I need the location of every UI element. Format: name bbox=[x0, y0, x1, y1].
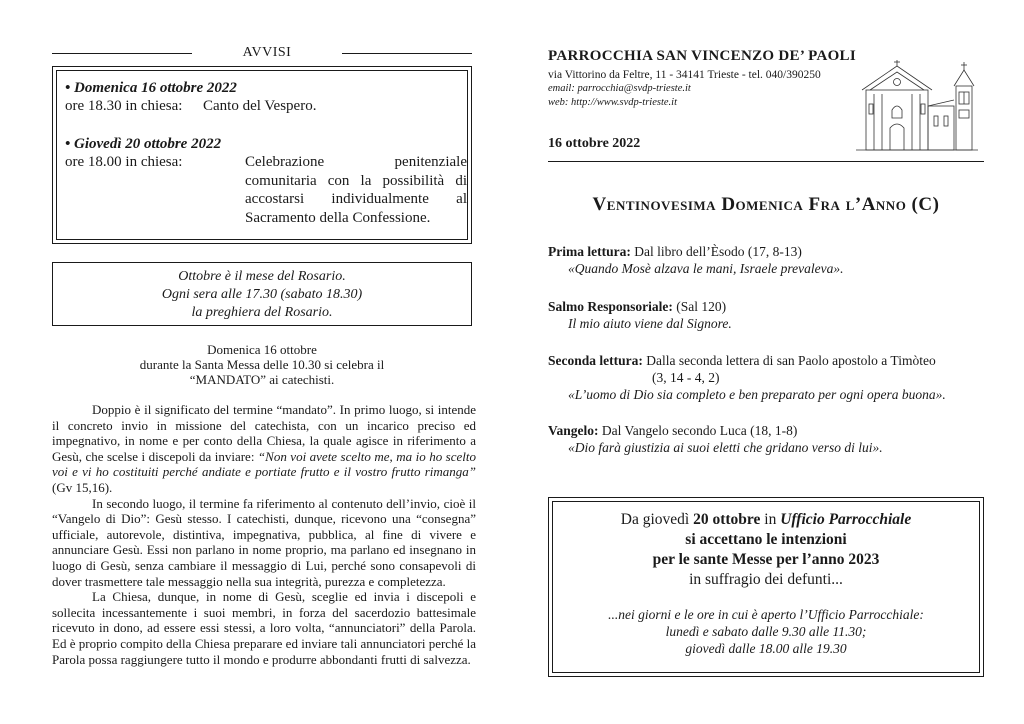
intenzioni-line: in suffragio dei defunti... bbox=[689, 571, 843, 588]
bulletin-date: 16 ottobre 2022 bbox=[548, 136, 641, 151]
rosario-line: Ottobre è il mese del Rosario. bbox=[178, 269, 346, 284]
gospel-reference: (Gv 15,16). bbox=[52, 479, 113, 495]
reading-source: Dal libro dell’Èsodo (17, 8-13) bbox=[630, 244, 802, 259]
reading-seconda bbox=[548, 352, 988, 403]
right-page bbox=[512, 0, 1024, 724]
reading-source: Dal Vangelo secondo Luca (18, 1-8) bbox=[598, 423, 798, 438]
paragraph-text: Doppio è il significato del termine “mandato”. In primo luogo, si intende il concreto invio in missione del catechista, con un incarico preciso ed impegnativo, in nome e per conto della Chiesa, la quale agisce in riferimento a Gesù, che scelse i discepoli da inviare: bbox=[52, 402, 476, 464]
rosario-box bbox=[52, 262, 472, 326]
header-rule-left bbox=[52, 53, 192, 54]
intenzioni-box bbox=[548, 497, 984, 677]
intenzioni-date: 20 ottobre bbox=[693, 511, 761, 528]
reading-salmo bbox=[548, 298, 988, 332]
parish-web: web: http://www.svdp-trieste.it bbox=[548, 97, 678, 108]
event-2 bbox=[65, 135, 467, 226]
header-divider bbox=[548, 161, 984, 162]
gospel-quote: “Non voi avete scelto me, ma io ho scelto voi e vi ho costituiti perché andiate e portiate frutto e il vostro frutto rimanga” bbox=[52, 448, 476, 480]
intenzioni-text: in bbox=[760, 511, 781, 528]
avvisi-box bbox=[52, 66, 472, 244]
reading-quote: «Quando Mosè alzava le mani, Israele prevaleva». bbox=[568, 261, 844, 276]
event-description: Canto del Vespero. bbox=[203, 98, 317, 114]
parish-header bbox=[548, 48, 868, 109]
reading-label: Prima lettura: bbox=[548, 244, 631, 259]
office-hours bbox=[553, 606, 979, 657]
liturgical-title: Ventinovesima Domenica Fra l’Anno (C) bbox=[592, 194, 940, 215]
event-date: • Giovedì 20 ottobre 2022 bbox=[65, 136, 222, 152]
intenzioni-line bbox=[553, 530, 979, 550]
mandato-article bbox=[52, 402, 476, 667]
office-hours-line: lunedì e sabato dalle 9.30 alle 11.30; bbox=[665, 624, 867, 639]
header-rule-right bbox=[342, 53, 472, 54]
church-drawing-icon bbox=[852, 44, 982, 154]
intenzioni-text: Da giovedì bbox=[620, 511, 694, 528]
paragraph: La Chiesa, dunque, in nome di Gesù, sceglie ed invia i discepoli e sollecita incessantemente i suoi membri, in forza del sacerdozio battesimale ricevuto in dono, ad essere essi stessi, a loro volta, “annunciatori” della Parola. Ed è proprio compito della Chiesa preparare ed inviare tali annunciatori perché la Parola possa raggiungere tutto il mondo e produrre abbondanti frutti di salvezza. bbox=[52, 589, 476, 667]
avvisi-header bbox=[52, 43, 472, 63]
mandato-line: Domenica 16 ottobre bbox=[207, 342, 317, 357]
reading-source: Dalla seconda lettera di san Paolo apostolo a Timòteo bbox=[642, 353, 936, 368]
intenzioni-box-inner bbox=[552, 501, 980, 673]
intenzioni-line bbox=[553, 510, 979, 530]
parish-address: via Vittorino da Feltre, 11 - 34141 Trieste - tel. 040/390250 bbox=[548, 69, 821, 81]
event-date: • Domenica 16 ottobre 2022 bbox=[65, 80, 237, 96]
event-1 bbox=[65, 79, 317, 114]
avvisi-box-inner bbox=[56, 70, 468, 240]
office-hours-line: ...nei giorni e le ore in cui è aperto l’Ufficio Parrocchiale: bbox=[608, 607, 924, 622]
parish-name: PARROCCHIA SAN VINCENZO DE’ PAOLI bbox=[548, 48, 856, 64]
office-hours-line: giovedì dalle 18.00 alle 19.30 bbox=[685, 641, 847, 656]
reading-source: (Sal 120) bbox=[672, 299, 727, 314]
mandato-notice bbox=[52, 342, 472, 387]
event-time: ore 18.30 in chiesa: bbox=[65, 98, 183, 114]
event-time: ore 18.00 in chiesa: bbox=[65, 154, 183, 170]
reading-prima bbox=[548, 243, 988, 277]
intenzioni-text: per le sante Messe per l’anno 2023 bbox=[652, 551, 880, 568]
intenzioni-line bbox=[553, 550, 979, 570]
mandato-line: durante la Santa Messa delle 10.30 si celebra il bbox=[139, 357, 385, 372]
intenzioni-text: si accettano le intenzioni bbox=[685, 531, 847, 548]
paragraph bbox=[52, 402, 476, 496]
reading-quote: Il mio aiuto viene dal Signore. bbox=[568, 316, 732, 331]
reading-reference: (3, 14 - 4, 2) bbox=[652, 370, 720, 385]
rosario-line: la preghiera del Rosario. bbox=[191, 305, 333, 320]
paragraph: In secondo luogo, il termine fa riferimento al contenuto dell’invio, cioè il “Vangelo di Dio”: Gesù stesso. I catechisti, dunque, ricevono una “consegna” ufficiale, autorevole, distintiva, impegnativa, pubblica, al fine di vivere e annunciare Gesù. Essi non parlano in nome proprio, ma parlano ed insegnano in luogo di Gesù, senza cambiare il messaggio di Lui, perché sono consapevoli di dover trasmettere tale messaggio nella sua integrità, purezza e completezza. bbox=[52, 495, 476, 589]
reading-label: Vangelo: bbox=[548, 423, 599, 438]
reading-quote: «Dio farà giustizia ai suoi eletti che gridano verso di lui». bbox=[568, 440, 883, 455]
rosario-line: Ogni sera alle 17.30 (sabato 18.30) bbox=[161, 287, 363, 302]
mandato-line: “MANDATO” ai catechisti. bbox=[189, 372, 335, 387]
reading-label: Seconda lettura: bbox=[548, 353, 643, 368]
parish-email: email: parrocchia@svdp-trieste.it bbox=[548, 83, 691, 94]
intenzioni-office: Ufficio Parrocchiale bbox=[780, 511, 912, 528]
avvisi-title: AVVISI bbox=[242, 45, 292, 60]
reading-quote: «L’uomo di Dio sia completo e ben preparato per ogni opera buona». bbox=[568, 387, 946, 402]
reading-label: Salmo Responsoriale: bbox=[548, 299, 673, 314]
reading-vangelo bbox=[548, 422, 988, 456]
event-description: Celebrazione penitenziale comunitaria con la possibilità di accostarsi individualmente al Sacramento della Confessione. bbox=[245, 154, 467, 226]
